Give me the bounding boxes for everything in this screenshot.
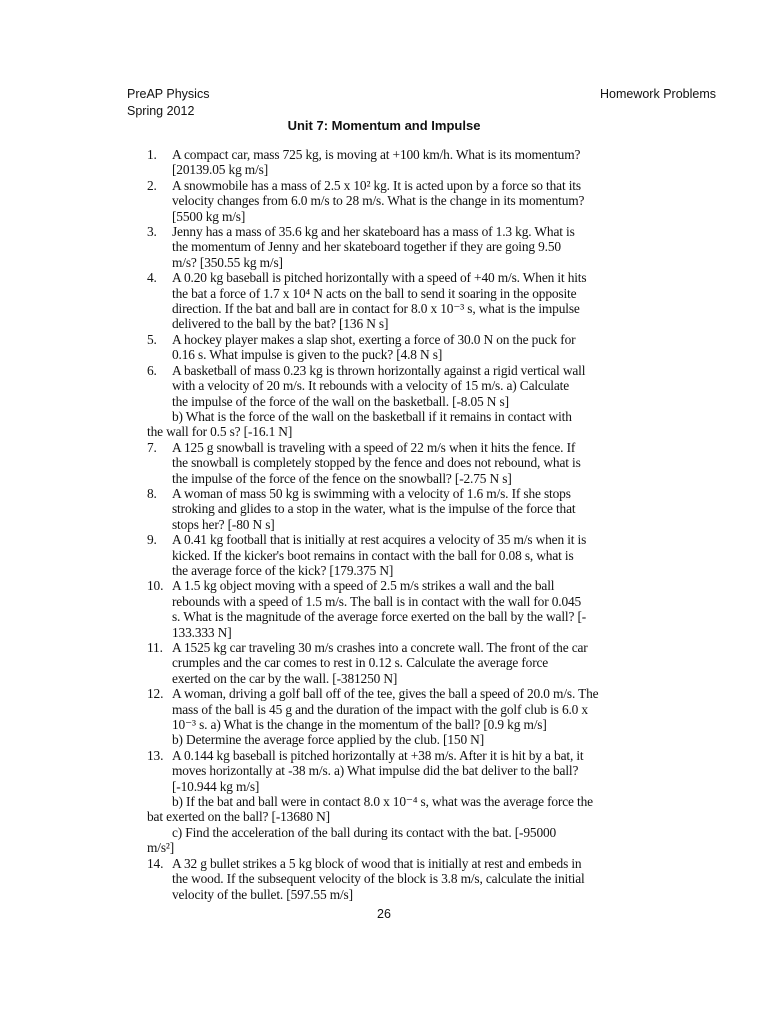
problem-line: 10⁻³ s. a) What is the change in the momentum of the ball? [0.9 kg m/s] xyxy=(172,717,547,733)
problem-line: A 1.5 kg object moving with a speed of 2.5 m/s strikes a wall and the ball xyxy=(172,578,555,594)
problem-line: rebounds with a speed of 1.5 m/s. The ball is in contact with the wall for 0.045 xyxy=(172,593,582,609)
problem-item xyxy=(147,270,642,332)
problem-line: stroking and glides to a stop in the water, what is the impulse of the force that xyxy=(172,501,576,517)
problem-line: exerted on the car by the wall. [-381250 N] xyxy=(172,670,398,686)
problem-line: A 0.144 kg baseball is pitched horizontally at +38 m/s. After it is hit by a bat, it xyxy=(172,747,584,763)
problem-line: [-10.944 kg m/s] xyxy=(172,778,260,794)
problem-line: A 32 g bullet strikes a 5 kg block of wood that is initially at rest and embeds in xyxy=(172,855,582,871)
problem-line: b) What is the force of the wall on the basketball if it remains in contact with xyxy=(172,408,572,424)
problem-item xyxy=(147,748,642,856)
problem-line: A 0.41 kg football that is initially at rest acquires a velocity of 35 m/s when it is xyxy=(172,532,587,548)
problem-line: the impulse of the force of the wall on the basketball. [-8.05 N s] xyxy=(172,393,509,409)
problem-line: the momentum of Jenny and her skateboard together if they are going 9.50 xyxy=(172,239,561,255)
problem-item xyxy=(147,147,642,178)
problem-item xyxy=(147,686,642,748)
problem-line: the impulse of the force of the fence on the snowball? [-2.75 N s] xyxy=(172,470,512,486)
problem-list xyxy=(147,147,642,902)
problem-line: mass of the ball is 45 g and the duration of the impact with the golf club is 6.0 x xyxy=(172,701,588,717)
problem-line: [5500 kg m/s] xyxy=(172,208,246,224)
problem-line: the average force of the kick? [179.375 N] xyxy=(172,562,394,578)
problem-line: with a velocity of 20 m/s. It rebounds with a velocity of 15 m/s. a) Calculate xyxy=(172,378,569,394)
problem-item xyxy=(147,363,642,440)
problem-item xyxy=(147,532,642,578)
problem-number: 7. xyxy=(147,439,157,455)
problem-item xyxy=(147,578,642,640)
problem-line: velocity of the bullet. [597.55 m/s] xyxy=(172,886,353,902)
problem-line: velocity changes from 6.0 m/s to 28 m/s. What is the change in its momentum? xyxy=(172,193,585,209)
problem-line: b) If the bat and ball were in contact 8.0 x 10⁻⁴ s, what was the average force the xyxy=(172,794,593,810)
problem-number: 2. xyxy=(147,177,157,193)
problem-line: c) Find the acceleration of the ball during its contact with the bat. [-95000 xyxy=(172,824,557,840)
problem-line: A 125 g snowball is traveling with a speed of 22 m/s when it hits the fence. If xyxy=(172,439,576,455)
problem-line: [20139.05 kg m/s] xyxy=(172,162,269,178)
problem-line: m/s²] xyxy=(147,840,175,856)
problem-line: s. What is the magnitude of the average force exerted on the ball by the wall? [- xyxy=(172,609,587,625)
problem-number: 1. xyxy=(147,147,157,162)
problem-line: b) Determine the average force applied by the club. [150 N] xyxy=(172,732,485,748)
problem-line: 133.333 N] xyxy=(172,624,232,640)
problem-line: the wood. If the subsequent velocity of the block is 3.8 m/s, calculate the initial xyxy=(172,871,585,887)
problem-item xyxy=(147,332,642,363)
problem-line: Jenny has a mass of 35.6 kg and her skateboard has a mass of 1.3 kg. What is xyxy=(172,224,575,240)
problem-line: delivered to the ball by the bat? [136 N s] xyxy=(172,316,389,332)
problem-item xyxy=(147,178,642,224)
problem-number: 4. xyxy=(147,270,157,286)
problem-number: 8. xyxy=(147,485,157,501)
problem-item xyxy=(147,856,642,902)
course-name: PreAP Physics xyxy=(127,87,210,101)
problem-number: 10. xyxy=(147,578,164,594)
problem-line: A woman, driving a golf ball off of the tee, gives the ball a speed of 20.0 m/s. The xyxy=(172,686,599,702)
header-right: Homework Problems xyxy=(599,87,716,101)
problem-line: crumples and the car comes to rest in 0.12 s. Calculate the average force xyxy=(172,655,549,671)
problem-line: A compact car, mass 725 kg, is moving at +100 km/h. What is its momentum? xyxy=(172,147,581,162)
problem-number: 9. xyxy=(147,532,157,548)
problem-line: the bat a force of 1.7 x 10⁴ N acts on the ball to send it soaring in the opposite xyxy=(172,285,577,301)
problem-line: the snowball is completely stopped by the fence and does not rebound, what is xyxy=(172,455,581,471)
problem-line: the wall for 0.5 s? [-16.1 N] xyxy=(147,424,293,440)
problem-line: m/s? [350.55 kg m/s] xyxy=(172,254,283,270)
problem-number: 6. xyxy=(147,362,157,378)
problem-number: 3. xyxy=(147,224,157,240)
problem-line: bat exerted on the ball? [-13680 N] xyxy=(147,809,330,825)
problem-number: 12. xyxy=(147,686,164,702)
header-left xyxy=(127,86,209,119)
problem-line: kicked. If the kicker's boot remains in contact with the ball for 0.08 s, what is xyxy=(172,547,574,563)
problem-line: 0.16 s. What impulse is given to the puck? [4.8 N s] xyxy=(172,347,443,363)
term: Spring 2012 xyxy=(127,103,195,118)
problem-item xyxy=(147,224,642,270)
problem-line: A 1525 kg car traveling 30 m/s crashes into a concrete wall. The front of the car xyxy=(172,640,588,655)
problem-line: direction. If the bat and ball are in contact for 8.0 x 10⁻³ s, what is the impulse xyxy=(172,301,580,317)
problem-item xyxy=(147,640,642,686)
problem-line: A 0.20 kg baseball is pitched horizontally with a speed of +40 m/s. When it hits xyxy=(172,270,587,286)
problem-number: 13. xyxy=(147,747,164,763)
problem-number: 5. xyxy=(147,331,157,347)
problem-line: A snowmobile has a mass of 2.5 x 10² kg. It is acted upon by a force so that its xyxy=(172,177,581,193)
problem-item xyxy=(147,486,642,532)
problem-line: moves horizontally at -38 m/s. a) What impulse did the bat deliver to the ball? xyxy=(172,763,579,779)
page-title: Unit 7: Momentum and Impulse xyxy=(287,118,481,133)
page-number: 26 xyxy=(377,907,391,921)
problem-line: A basketball of mass 0.23 kg is thrown horizontally against a rigid vertical wall xyxy=(172,362,586,378)
problem-line: stops her? [-80 N s] xyxy=(172,516,275,532)
problem-number: 14. xyxy=(147,855,164,871)
problem-item xyxy=(147,440,642,486)
problem-number: 11. xyxy=(147,640,163,655)
problem-line: A hockey player makes a slap shot, exerting a force of 30.0 N on the puck for xyxy=(172,331,576,347)
problem-line: A woman of mass 50 kg is swimming with a velocity of 1.6 m/s. If she stops xyxy=(172,485,571,501)
